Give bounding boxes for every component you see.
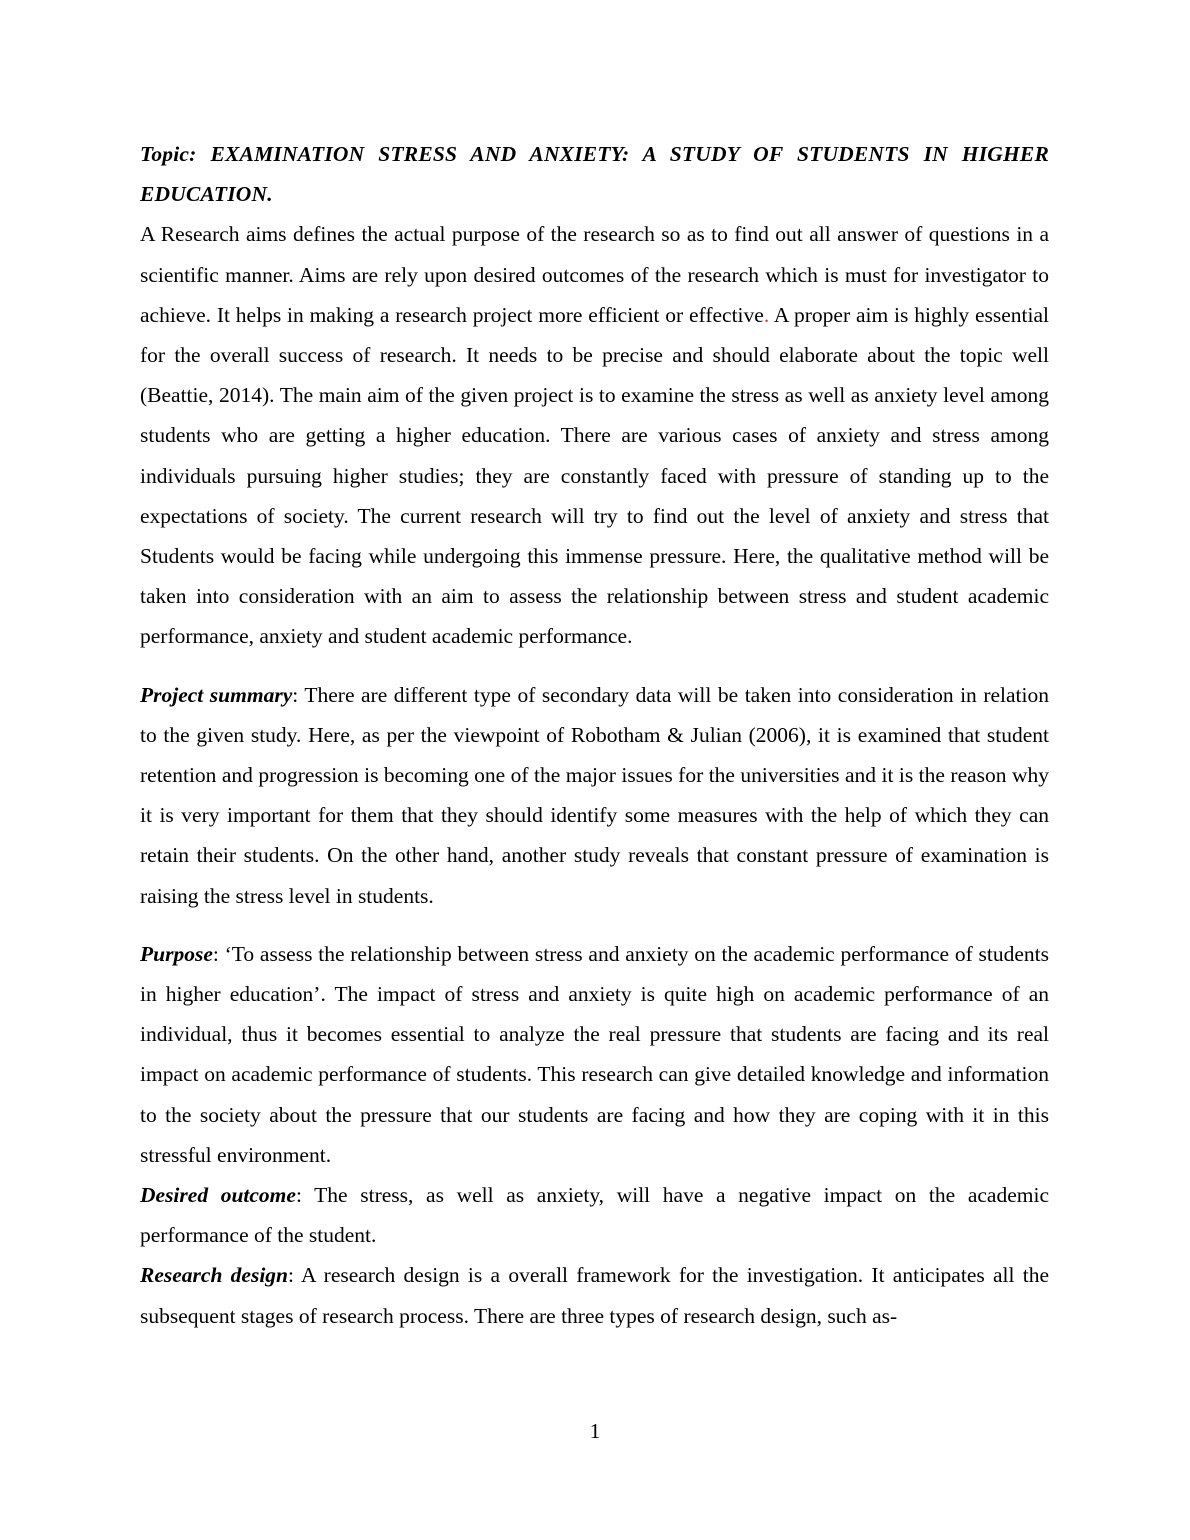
purpose-paragraph — [140, 934, 1049, 1175]
aims-paragraph — [140, 214, 1049, 656]
desired-outcome-paragraph — [140, 1175, 1049, 1255]
aims-red-period: . — [763, 302, 770, 327]
document-title: Topic: EXAMINATION STRESS AND ANXIETY: A STUDY OF STUDENTS IN HIGHER EDUCATION. — [140, 142, 1049, 207]
purpose-text: : ‘To assess the relationship between stress and anxiety on the academic performance of students in higher education’. The impact of stress and anxiety is quite high on academic performance of an individual, thus it becomes essential to analyze the real pressure that students are facing and its real impact on academic performance of students. This research can give detailed knowledge and information to the society about the pressure that our students are facing and how they are coping with it in this stressful environment. — [140, 941, 1049, 1167]
aims-text-continued: A proper aim is highly essential for the overall success of research. It needs to be precise and should elaborate about the topic well (Beattie, 2014). The main aim of the given project is to examine the stress as well as anxiety level among students who are getting a higher education. There are various cases of anxiety and stress among individuals pursuing higher studies; they are constantly faced with pressure of standing up to the expectations of society. The current research will try to find out the level of anxiety and stress that Students would be facing while undergoing this immense pressure. Here, the qualitative method will be taken into consideration with an aim to assess the relationship between stress and student academic performance, anxiety and student academic performance. — [140, 302, 1049, 649]
document-body — [140, 134, 1049, 1336]
project-summary-text: : There are different type of secondary data will be taken into consideration in relation to the given study. Here, as per the viewpoint of Robotham & Julian (2006), it is examined that student retention and progression is becoming one of the major issues for the universities and it is the reason why it is very important for them that they should identify some measures with the help of which they can retain their students. On the other hand, another study reveals that constant pressure of examination is raising the stress level in students. — [140, 682, 1050, 908]
research-design-label: Research design — [140, 1263, 289, 1288]
desired-outcome-label: Desired outcome — [140, 1183, 296, 1208]
research-design-paragraph — [140, 1255, 1049, 1335]
project-summary-label: Project summary — [140, 682, 293, 707]
page-number: 1 — [589, 1419, 601, 1443]
research-design-text: : A research design is a overall framework for the investigation. It anticipates all the subsequent stages of research process. There are three types of research design, such as- — [140, 1263, 1050, 1328]
aims-text: A Research aims defines the actual purpose of the research so as to find out all answer of questions in a scientific manner. Aims are rely upon desired outcomes of the research which is must for investigator to achieve. It helps in making a research project more efficient or effective — [140, 222, 1049, 327]
desired-outcome-text: : The stress, as well as anxiety, will have a negative impact on the academic performance of the student. — [140, 1183, 1049, 1248]
project-summary-paragraph — [140, 675, 1049, 916]
purpose-label: Purpose — [140, 941, 213, 966]
